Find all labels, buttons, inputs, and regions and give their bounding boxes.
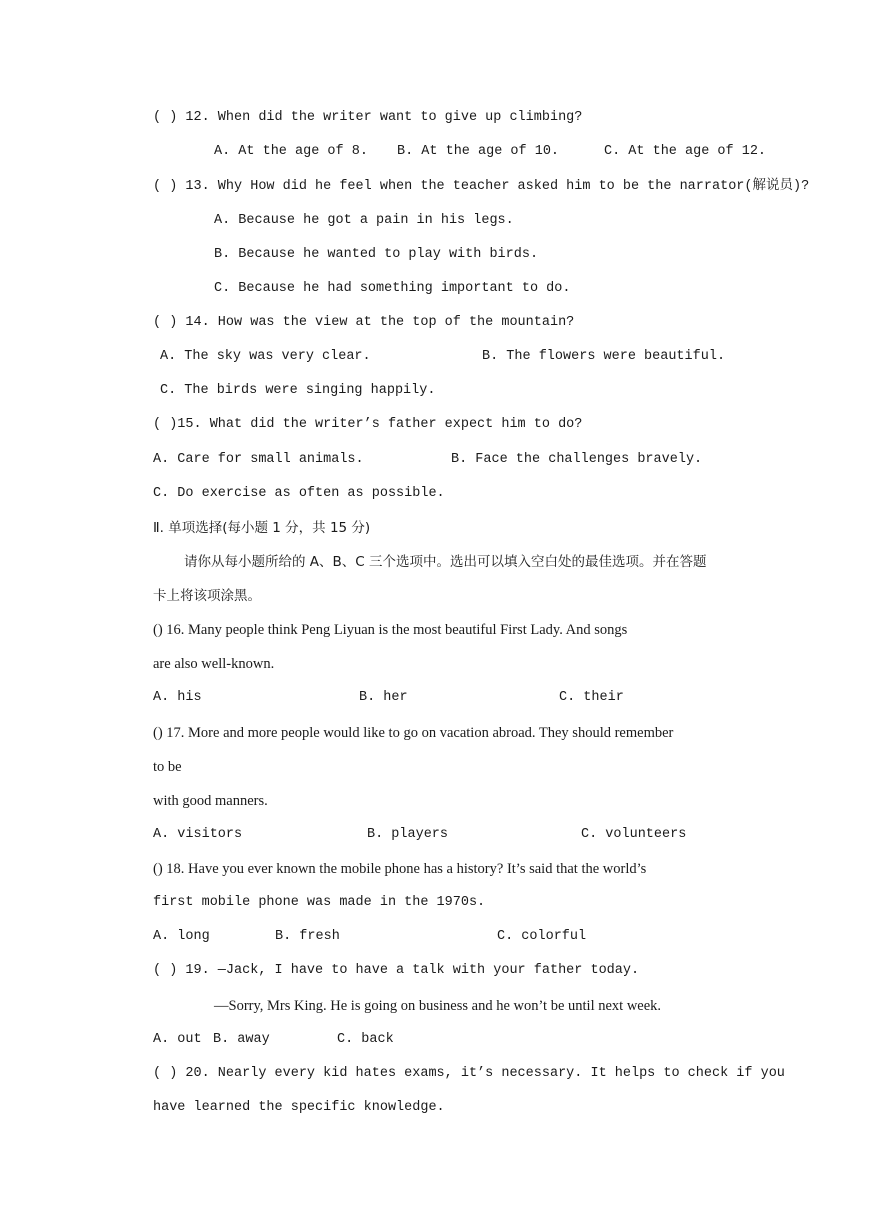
question-13-option-a: A. Because he got a pain in his legs. [214,213,514,228]
question-20-line-2: have learned the specific knowledge. [153,1100,445,1115]
question-19-option-c: C. back [337,1032,394,1047]
section-2-instruction-line-2: 卡上将该项涂黑。 [153,588,261,604]
section-2-title: Ⅱ. 单项选择(每小题 1 分，共 15 分) [153,520,371,536]
question-13-option-b: B. Because he wanted to play with birds. [214,247,539,262]
question-17-option-c: C. volunteers [581,827,687,842]
question-18-option-a: A. long [153,929,210,944]
question-20-line-1: ( ) 20. Nearly every kid hates exams, it’s necessary. It helps to check if you [153,1066,785,1081]
question-18-line-2: first mobile phone was made in the 1970s. [153,895,486,910]
question-19-line-1: ( ) 19. —Jack, I have to have a talk with your father today. [153,963,640,978]
question-19-line-2: —Sorry, Mrs King. He is going on business and he won’t be until next week. [214,998,662,1014]
question-15-option-c: C. Do exercise as often as possible. [153,486,445,501]
question-15-option-a: A. Care for small animals. [153,452,364,467]
question-17-line-1: () 17. More and more people would like to go on vacation abroad. They should remember [153,725,674,741]
question-13-stem: ( ) 13. Why How did he feel when the teacher asked him to be the narrator(解说员)? [153,179,810,194]
question-19-option-b: B. away [213,1032,270,1047]
question-17-line-3: with good manners. [153,793,268,809]
question-18-option-b: B. fresh [275,929,340,944]
question-14-stem: ( ) 14. How was the view at the top of the mountain? [153,315,575,330]
question-19-option-a: A. out [153,1032,202,1047]
question-13-option-c: C. Because he had something important to do. [214,281,571,296]
question-17-option-a: A. visitors [153,827,243,842]
question-16-option-c: C. their [559,690,624,705]
question-16-line-1: () 16. Many people think Peng Liyuan is the most beautiful First Lady. And songs [153,622,628,638]
question-12-option-c: C. At the age of 12. [604,144,767,159]
question-12-option-a: A. At the age of 8. [214,144,368,159]
question-14-option-c: C. The birds were singing happily. [160,383,436,398]
question-14-option-a: A. The sky was very clear. [160,349,371,364]
question-15-option-b: B. Face the challenges bravely. [451,452,703,467]
question-15-stem: ( )15. What did the writer’s father expect him to do? [153,417,583,432]
question-18-option-c: C. colorful [497,929,587,944]
question-16-option-a: A. his [153,690,202,705]
question-16-line-2: are also well-known. [153,656,275,672]
question-12-option-b: B. At the age of 10. [397,144,560,159]
section-2-instruction-line-1: 请你从每小题所给的 A、B、C 三个选项中。选出可以填入空白处的最佳选项。并在答题 [184,554,707,570]
question-17-line-2: to be [153,759,182,775]
question-17-option-b: B. players [367,827,449,842]
question-16-option-b: B. her [359,690,408,705]
question-14-option-b: B. The flowers were beautiful. [482,349,726,364]
question-18-line-1: () 18. Have you ever known the mobile phone has a history? It’s said that the world’s [153,861,647,877]
question-12-stem: ( ) 12. When did the writer want to give up climbing? [153,110,583,125]
